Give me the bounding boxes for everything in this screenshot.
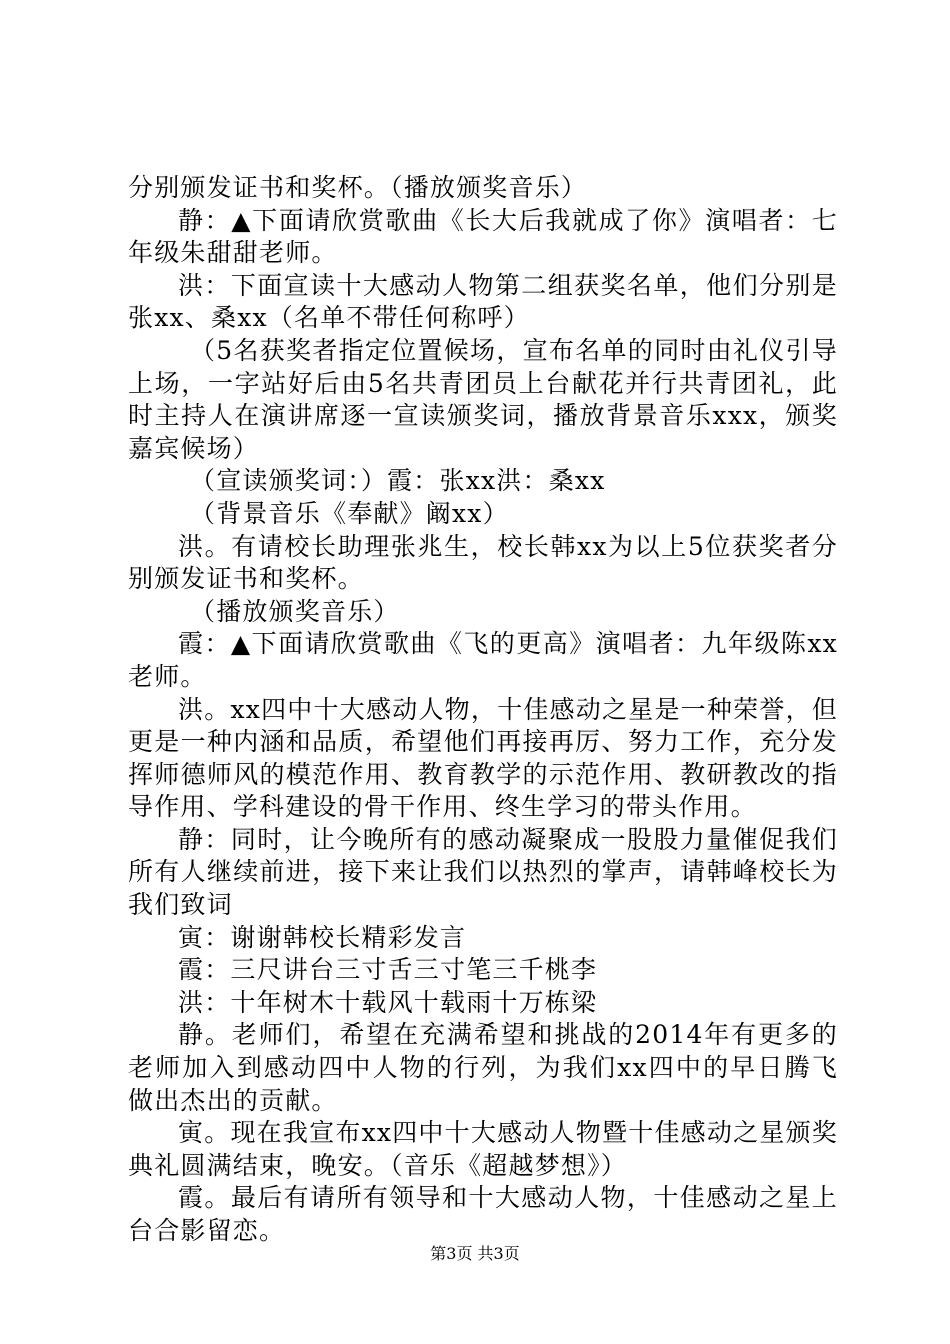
paragraph-10: 洪。xx四中十大感动人物，十佳感动之星是一种荣誉，但更是一种内涵和品质，希望他们再接再厉、努力工作，充分发挥师德师风的模范作用、教育教学的示范作用、教研教改的指导作用、学科建设的骨干作用、终生学习的带头作用。 [128,694,838,822]
paragraph-9: 霞：▲下面请欣赏歌曲《飞的更高》演唱者：九年级陈xx老师。 [128,629,838,691]
paragraph-14: 洪：十年树木十载风十载雨十万栋梁 [178,987,598,1017]
paragraph-12: 寅：谢谢韩校长精彩发言 [178,922,467,952]
paragraph-5: （宣读颁奖词：）霞：张xx洪：桑xx [190,466,606,496]
document-body [128,172,838,1248]
paragraph-15: 静。老师们，希望在充满希望和挑战的2014年有更多的老师加入到感动四中人物的行列，为我们xx四中的早日腾飞做出杰出的贡献。 [128,1020,838,1115]
paragraph-11: 静：同时，让今晚所有的感动凝聚成一股股力量催促我们所有人继续前进，接下来让我们以热烈的掌声，请韩峰校长为我们致词 [128,824,838,920]
paragraph-13: 霞：三尺讲台三寸舌三寸笔三千桃李 [178,955,598,985]
paragraph-7: 洪。有请校长助理张兆生，校长韩xx为以上5位获奖者分别颁发证书和奖杯。 [128,531,838,594]
page-footer: 第3页 共3页 [430,1244,520,1263]
paragraph-2: 静：▲下面请欣赏歌曲《长大后我就成了你》演唱者：七年级朱甜甜老师。 [128,205,838,268]
paragraph-8: （播放颁奖音乐） [190,596,400,626]
paragraph-1: 分别颁发证书和奖杯。（播放颁奖音乐） [128,173,588,202]
paragraph-4: （5名获奖者指定位置候场，宣布名单的同时由礼仪引导上场，一字站好后由5名共青团员上台献花并行共青团礼，此时主持人在演讲席逐一宣读颁奖词，播放背景音乐xxx，颁奖嘉宾候场） [128,335,838,463]
paragraph-17: 霞。最后有请所有领导和十大感动人物，十佳感动之星上台合影留恋。 [128,1183,838,1245]
paragraph-16: 寅。现在我宣布xx四中十大感动人物暨十佳感动之星颁奖典礼圆满结束，晚安。（音乐《超越梦想》） [128,1118,838,1180]
paragraph-3: 洪：下面宣读十大感动人物第二组获奖名单，他们分别是张xx、桑xx（名单不带任何称呼） [128,270,838,333]
paragraph-6: （背景音乐《奉献》阚xx） [190,498,509,528]
